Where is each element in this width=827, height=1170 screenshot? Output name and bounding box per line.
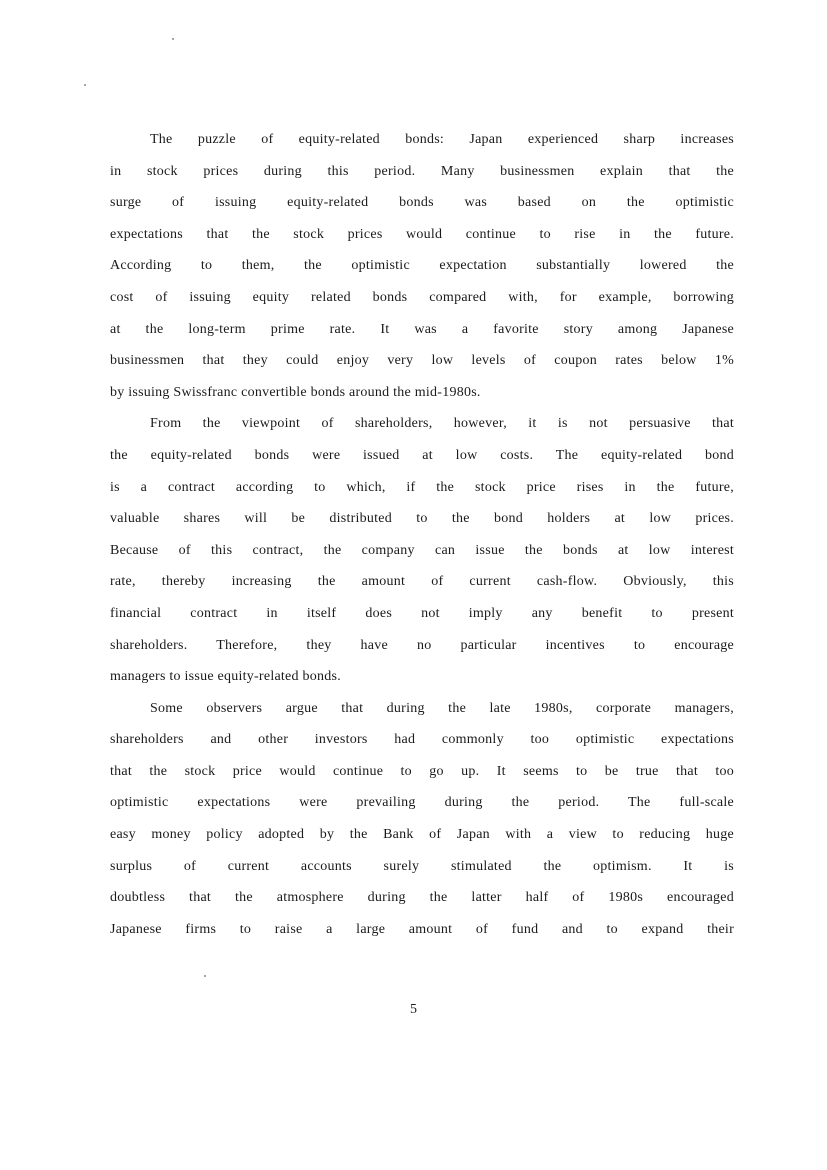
- text-line: Some observers argue that during the late 1980s, corporate managers,: [150, 700, 734, 716]
- text-line: rate, thereby increasing the amount of current cash-flow. Obviously, this: [110, 574, 734, 590]
- paragraph-1: [110, 124, 734, 408]
- text-line: managers to issue equity-related bonds.: [110, 669, 341, 685]
- text-line: Because of this contract, the company can issue the bonds at low interest: [110, 542, 734, 558]
- text-line: cost of issuing equity related bonds compared with, for example, borrowing: [110, 289, 734, 305]
- text-line: that the stock price would continue to go up. It seems to be true that too: [110, 763, 734, 779]
- text-line: financial contract in itself does not imply any benefit to present: [110, 605, 734, 621]
- text-line: The puzzle of equity-related bonds: Japan experienced sharp increases: [150, 132, 734, 147]
- text-line: According to them, the optimistic expectation substantially lowered the: [110, 258, 734, 274]
- paragraph-2: [110, 408, 734, 692]
- text-line: valuable shares will be distributed to the bond holders at low prices.: [110, 511, 734, 527]
- text-line: Japanese firms to raise a large amount of fund and to expand their: [110, 921, 734, 937]
- text-line: From the viewpoint of shareholders, however, it is not persuasive that: [150, 416, 734, 432]
- scan-speck: [172, 38, 174, 40]
- text-line: at the long-term prime rate. It was a favorite story among Japanese: [110, 321, 734, 337]
- paragraph-3: [110, 693, 734, 946]
- text-line: businessmen that they could enjoy very low levels of coupon rates below 1%: [110, 353, 734, 369]
- text-line: is a contract according to which, if the stock price rises in the future,: [110, 479, 734, 495]
- text-line: surplus of current accounts surely stimulated the optimism. It is: [110, 858, 734, 874]
- scan-speck: [84, 84, 86, 86]
- text-line: surge of issuing equity-related bonds was based on the optimistic: [110, 195, 734, 211]
- text-line: expectations that the stock prices would continue to rise in the future.: [110, 226, 734, 242]
- text-line: by issuing Swissfranc convertible bonds around the mid-1980s.: [110, 384, 481, 400]
- text-line: optimistic expectations were prevailing during the period. The full-scale: [110, 795, 734, 811]
- text-line: doubtless that the atmosphere during the latter half of 1980s encouraged: [110, 890, 734, 906]
- text-line: the equity-related bonds were issued at low costs. The equity-related bond: [110, 447, 734, 463]
- text-line: shareholders. Therefore, they have no particular incentives to encourage: [110, 637, 734, 653]
- body-text: [110, 124, 734, 945]
- text-line: in stock prices during this period. Many businessmen explain that the: [110, 163, 734, 179]
- scan-speck: [204, 975, 206, 977]
- page-number: 5: [410, 1002, 417, 1017]
- text-line: easy money policy adopted by the Bank of Japan with a view to reducing huge: [110, 827, 734, 843]
- text-line: shareholders and other investors had commonly too optimistic expectations: [110, 732, 734, 748]
